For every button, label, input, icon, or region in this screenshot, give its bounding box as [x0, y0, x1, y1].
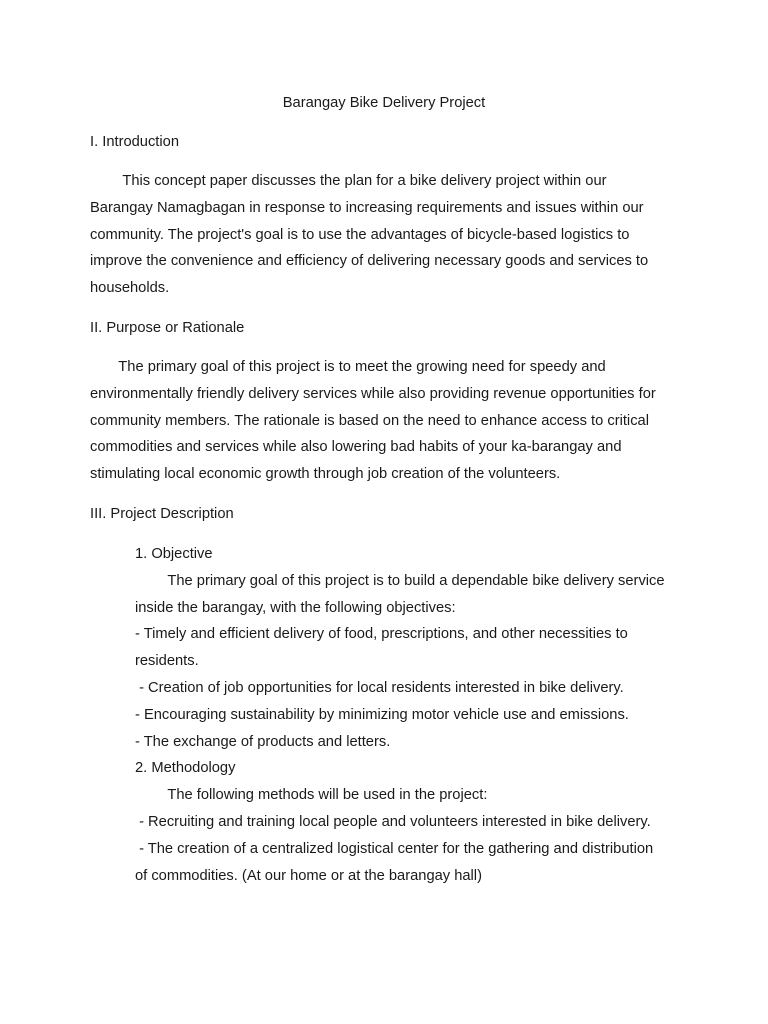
- paragraph-line: The primary goal of this project is to meet the growing need for speedy and: [90, 359, 606, 375]
- paragraph-line: community members. The rationale is based on the need to enhance access to critical: [90, 412, 649, 429]
- paragraph-line: community. The project's goal is to use the advantages of bicycle-based logistics to: [90, 226, 630, 243]
- section-heading-description: III. Project Description: [90, 506, 234, 522]
- description-content: [135, 541, 695, 889]
- paragraph-line: The primary goal of this project is to build a dependable bike delivery service: [135, 572, 665, 589]
- section-heading-introduction: I. Introduction: [90, 134, 179, 150]
- paragraph-line: The following methods will be used in the project:: [135, 787, 488, 804]
- paragraph-line: commodities and services while also lowering bad habits of your ka-barangay and: [90, 439, 622, 456]
- paragraph-line: of commodities. (At our home or at the barangay hall): [135, 867, 482, 884]
- paragraph-line: residents.: [135, 653, 199, 670]
- introduction-paragraph: [90, 168, 690, 302]
- list-item: - The exchange of products and letters.: [135, 733, 391, 750]
- paragraph-line: Barangay Namagbagan in response to increasing requirements and issues within our: [90, 199, 644, 216]
- paragraph-line: households.: [90, 280, 170, 297]
- paragraph-line: This concept paper discusses the plan for a bike delivery project within our: [90, 173, 607, 189]
- paragraph-line: stimulating local economic growth through job creation of the volunteers.: [90, 466, 561, 483]
- document-title: Barangay Bike Delivery Project: [282, 95, 486, 111]
- paragraph-line: inside the barangay, with the following objectives:: [135, 599, 456, 616]
- list-item: - Creation of job opportunities for local residents interested in bike delivery.: [135, 679, 624, 696]
- paragraph-line: improve the convenience and efficiency of delivering necessary goods and services to: [90, 253, 649, 270]
- list-item: - Encouraging sustainability by minimizing motor vehicle use and emissions.: [135, 706, 629, 723]
- list-item: - Recruiting and training local people and volunteers interested in bike delivery.: [135, 813, 651, 830]
- section-heading-purpose: II. Purpose or Rationale: [90, 320, 245, 336]
- methodology-heading: 2. Methodology: [135, 760, 236, 777]
- objective-heading: 1. Objective: [135, 546, 213, 562]
- list-item: - Timely and efficient delivery of food, prescriptions, and other necessities to: [135, 626, 628, 643]
- paragraph-line: environmentally friendly delivery services while also providing revenue opportunities for: [90, 385, 656, 402]
- purpose-paragraph: [90, 354, 690, 488]
- list-item: - The creation of a centralized logistical center for the gathering and distribution: [135, 840, 654, 857]
